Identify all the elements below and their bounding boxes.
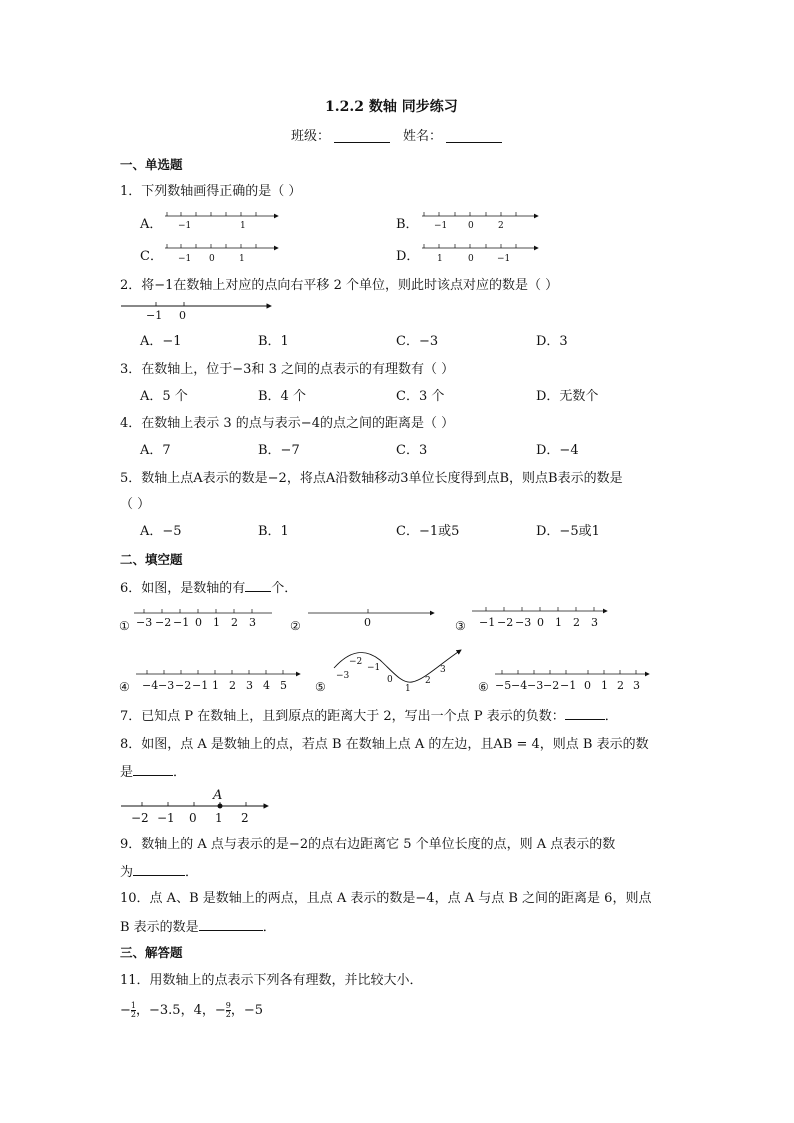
q1-axis-c (165, 244, 278, 264)
q1c-tick-label: 0 (209, 254, 215, 264)
q6-text-tail: 个． (271, 581, 298, 596)
fig6-label: 2 (617, 679, 624, 692)
q1-option-a: A． (140, 217, 163, 232)
fig4-label: −1 (192, 679, 209, 692)
q1b-tick-label: −1 (434, 221, 448, 231)
q8-tick-label: 1 (215, 811, 223, 825)
fig6-label: −3 (527, 679, 544, 692)
question-6 (120, 579, 297, 597)
fig4-label: −3 (158, 679, 175, 692)
q3-option-d: D．无数个 (536, 389, 599, 404)
section-heading-fill-blank: 二、填空题 (120, 552, 183, 567)
q8-tick-label: 2 (241, 811, 249, 825)
q1d-tick-label: 0 (468, 254, 474, 264)
q6-figure-1 (119, 609, 272, 633)
fig6-label: 3 (633, 679, 640, 692)
fig1-label: 3 (249, 616, 256, 629)
q2-tick-label: 0 (179, 309, 186, 322)
q1a-tick-label: −1 (178, 221, 192, 231)
figure-marker-6: ⑥ (478, 680, 489, 694)
fig5-label: 1 (405, 684, 411, 694)
q10-blank (199, 918, 263, 931)
question-11-numbers (120, 1002, 263, 1019)
q6-figure-4 (119, 670, 300, 694)
q9-blank (133, 863, 185, 876)
q8-number-line (121, 788, 268, 825)
q6-text: 6．如图，是数轴的有 (120, 581, 246, 596)
fig1-label: −1 (173, 616, 190, 629)
q11-mid: ，−3.5，4，− (136, 1003, 226, 1018)
q8-text2: 是 (120, 765, 134, 780)
fig5-label: 3 (440, 665, 446, 675)
fig1-label: −2 (155, 616, 172, 629)
fig5-label: 0 (387, 675, 393, 685)
q4-option-b: B．−7 (258, 443, 300, 458)
q7-tail: ． (604, 709, 618, 724)
fig1-label: 1 (213, 616, 220, 629)
question-4: 4．在数轴上表示 3 的点与表示−4的点之间的距离是（ ） (120, 416, 455, 431)
q6-figure-2 (290, 609, 434, 633)
fig3-label: 0 (537, 616, 544, 629)
q9-text2: 为 (120, 865, 134, 880)
q1-axis-b (422, 212, 538, 231)
q1d-tick-label: 1 (437, 254, 443, 264)
q5-option-d: D．−5或1 (536, 524, 600, 539)
fig1-label: 0 (195, 616, 202, 629)
q11-end: ，−5 (230, 1003, 263, 1018)
q1-option-c: C． (140, 249, 163, 264)
q1b-tick-label: 0 (468, 221, 474, 231)
q8-tick-label: −1 (157, 811, 175, 825)
fig4-label: −2 (175, 679, 192, 692)
figure-marker-1: ① (119, 619, 130, 633)
q9-tail: ． (185, 865, 199, 880)
fig6-label: −2 (543, 679, 560, 692)
q1-option-b: B． (396, 217, 419, 232)
q1d-tick-label: −1 (497, 254, 511, 264)
q10-text2: B 表示的数是 (120, 920, 199, 935)
question-7 (120, 707, 618, 725)
fig1-label: 2 (231, 616, 238, 629)
q8-tick-label: 0 (189, 811, 197, 825)
q4-option-c: C．3 (396, 443, 428, 458)
page-title: 1.2.2 数轴 同步练习 (325, 99, 458, 115)
fig4-label: 5 (280, 679, 287, 692)
q6-blank (245, 579, 271, 592)
frac2-den: 2 (225, 1010, 231, 1019)
q1-axis-a (165, 212, 278, 231)
fig5-label: −3 (336, 671, 350, 681)
question-5-cont: （ ） (120, 497, 151, 512)
fig6-label: −4 (511, 679, 528, 692)
name-label: 姓名： (403, 129, 443, 144)
fig3-label: 1 (555, 616, 562, 629)
q2-option-c: C．−3 (396, 334, 439, 349)
question-10-cont (120, 918, 276, 936)
fig5-label: −2 (349, 657, 363, 667)
q1c-tick-label: 1 (239, 254, 245, 264)
question-5: 5．数轴上点A表示的数是−2，将点A沿数轴移动3单位长度得到点B，则点B表示的数是 (120, 471, 623, 486)
q8-tail: ． (173, 765, 187, 780)
q7-blank (565, 707, 605, 720)
section-heading-solve: 三、解答题 (120, 945, 183, 960)
class-label: 班级： (291, 129, 331, 144)
question-8-cont (120, 763, 186, 781)
frac1-den: 2 (130, 1010, 136, 1019)
q8-tick-label: −2 (131, 811, 149, 825)
fig6-label: −1 (560, 679, 577, 692)
q3-option-c: C．3 个 (396, 389, 445, 404)
figure-marker-5: ⑤ (315, 680, 326, 694)
point-a-label: A (213, 788, 223, 803)
question-3: 3．在数轴上，位于−3和 3 之间的点表示的有理数有（ ） (120, 362, 455, 377)
fig5-label: −1 (367, 663, 381, 673)
question-9: 9．数轴上的 A 点与表示的是−2的点右边距离它 5 个单位长度的点，则 A 点表示的数 (120, 837, 616, 852)
q1a-tick-label: 1 (240, 221, 246, 231)
frac1-num: 1 (130, 1001, 136, 1010)
figure-marker-4: ④ (119, 680, 130, 694)
q6-figure-3 (455, 607, 607, 633)
q1-option-d: D． (396, 249, 420, 264)
q1-axis-d (422, 244, 538, 264)
q5-option-c: C．−1或5 (396, 524, 460, 539)
fig3-label: 2 (573, 616, 580, 629)
fig4-label: 4 (263, 679, 270, 692)
fig6-label: −5 (495, 679, 512, 692)
fig4-label: 1 (212, 679, 219, 692)
question-10: 10．点 A、B 是数轴上的两点，且点 A 表示的数是−4，点 A 与点 B 之间的距离是 6，则点 (120, 891, 652, 906)
frac2-num: 9 (225, 1001, 231, 1010)
fig2-label: 0 (364, 616, 371, 629)
q3-option-b: B．4 个 (258, 389, 306, 404)
question-2: 2．将−1在数轴上对应的点向右平移 2 个单位，则此时该点对应的数是（ ） (120, 278, 559, 293)
q5-option-a: A．−5 (140, 524, 182, 539)
q2-option-a: A．−1 (140, 334, 182, 349)
q4-option-a: A．7 (140, 443, 171, 458)
fig3-label: −1 (479, 616, 496, 629)
q8-blank (133, 763, 173, 776)
q2-option-d: D．3 (536, 334, 568, 349)
fig6-label: 1 (601, 679, 608, 692)
q4-option-d: D．−4 (536, 443, 579, 458)
q7-text: 7．已知点 P 在数轴上，且到原点的距离大于 2，写出一个点 P 表示的负数： (120, 709, 565, 724)
q2-tick-label: −1 (146, 309, 163, 322)
question-8: 8．如图，点 A 是数轴上的点，若点 B 在数轴上点 A 的左边，且AB = 4，则点 B 表示的数 (120, 737, 649, 752)
fig6-label: 0 (584, 679, 591, 692)
question-9-cont (120, 863, 198, 881)
fig3-label: −2 (497, 616, 514, 629)
q10-tail: ． (262, 920, 276, 935)
q5-option-b: B．1 (258, 524, 289, 539)
fig5-label: 2 (425, 676, 431, 686)
q3-option-a: A．5 个 (140, 389, 188, 404)
q1b-tick-label: 2 (498, 221, 504, 231)
fig3-label: −3 (515, 616, 532, 629)
figure-marker-3: ③ (455, 619, 466, 633)
question-11: 11．用数轴上的点表示下列各有理数，并比较大小． (120, 973, 423, 988)
q6-figure-5 (315, 650, 461, 694)
fig3-label: 3 (591, 616, 598, 629)
minus-sign: − (120, 1003, 131, 1018)
question-1: 1．下列数轴画得正确的是（ ） (120, 184, 302, 199)
fig4-label: 3 (246, 679, 253, 692)
fig1-label: −3 (136, 616, 153, 629)
point-a-dot (218, 804, 223, 809)
q6-figure-6 (478, 670, 649, 694)
q2-option-b: B．1 (258, 334, 289, 349)
section-heading-single-choice: 一、单选题 (120, 157, 183, 172)
q2-number-line (121, 302, 271, 322)
fig4-label: −4 (142, 679, 159, 692)
fig4-label: 2 (229, 679, 236, 692)
figure-marker-2: ② (290, 619, 301, 633)
q1c-tick-label: −1 (178, 254, 192, 264)
